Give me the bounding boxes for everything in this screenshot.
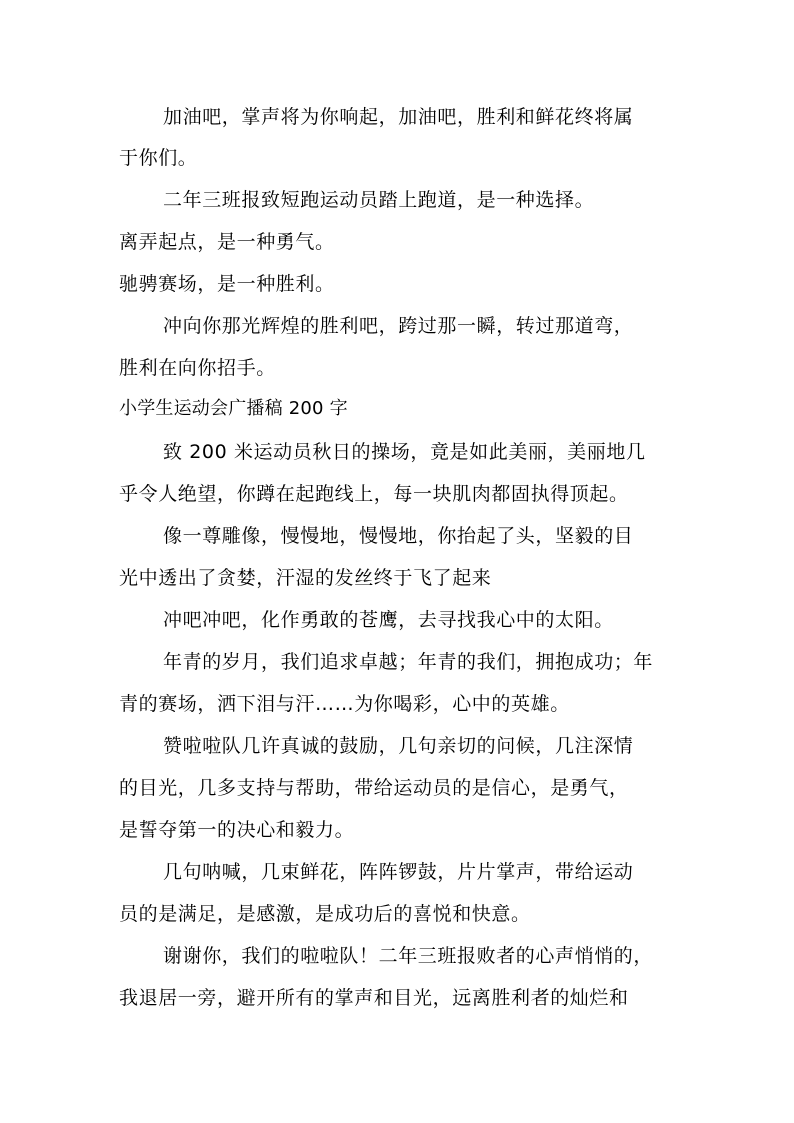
paragraph-line: 光中透出了贪婪，汗湿的发丝终于飞了起来 bbox=[119, 567, 492, 589]
paragraph-line: 我退居一旁，避开所有的掌声和目光，远离胜利者的灿烂和 bbox=[119, 987, 629, 1009]
section-heading: 小学生运动会广播稿 200 字 bbox=[119, 398, 348, 419]
paragraph-line: 赞啦啦队几许真诚的鼓励，几句亲切的问候，几注深情 bbox=[163, 735, 634, 757]
paragraph-line: 冲向你那光辉煌的胜利吧，跨过那一瞬，转过那道弯， bbox=[163, 315, 634, 337]
paragraph-line: 致 200 米运动员秋日的操场，竟是如此美丽，美丽地几 bbox=[163, 441, 646, 463]
paragraph-line: 于你们。 bbox=[119, 147, 198, 169]
paragraph-line: 的目光，几多支持与帮助，带给运动员的是信心，是勇气， bbox=[119, 777, 629, 799]
paragraph-line: 青的赛场，洒下泪与汗……为你喝彩，心中的英雄。 bbox=[119, 693, 570, 715]
paragraph-line: 乎令人绝望，你蹲在起跑线上，每一块肌肉都固执得顶起。 bbox=[119, 483, 629, 505]
paragraph-line: 员的是满足，是感激，是成功后的喜悦和快意。 bbox=[119, 903, 531, 925]
paragraph-line: 像一尊雕像，慢慢地，慢慢地，你抬起了头，坚毅的目 bbox=[163, 525, 634, 547]
paragraph-line: 是誓夺第一的决心和毅力。 bbox=[119, 819, 355, 841]
paragraph-line: 二年三班报致短跑运动员踏上跑道，是一种选择。 bbox=[163, 189, 595, 211]
paragraph-line: 胜利在向你招手。 bbox=[119, 357, 276, 379]
paragraph-line: 离弄起点，是一种勇气。 bbox=[119, 231, 335, 253]
paragraph-line: 几句呐喊，几束鲜花，阵阵锣鼓，片片掌声，带给运动 bbox=[163, 861, 634, 883]
paragraph-line: 加油吧，掌声将为你响起，加油吧，胜利和鲜花终将属 bbox=[163, 106, 634, 128]
paragraph-line: 驰骋赛场，是一种胜利。 bbox=[119, 273, 335, 295]
paragraph-line: 年青的岁月，我们追求卓越；年青的我们，拥抱成功；年 bbox=[163, 651, 654, 673]
paragraph-line: 谢谢你，我们的啦啦队！二年三班报败者的心声悄悄的， bbox=[163, 945, 654, 967]
paragraph-line: 冲吧冲吧，化作勇敢的苍鹰，去寻找我心中的太阳。 bbox=[163, 609, 614, 631]
